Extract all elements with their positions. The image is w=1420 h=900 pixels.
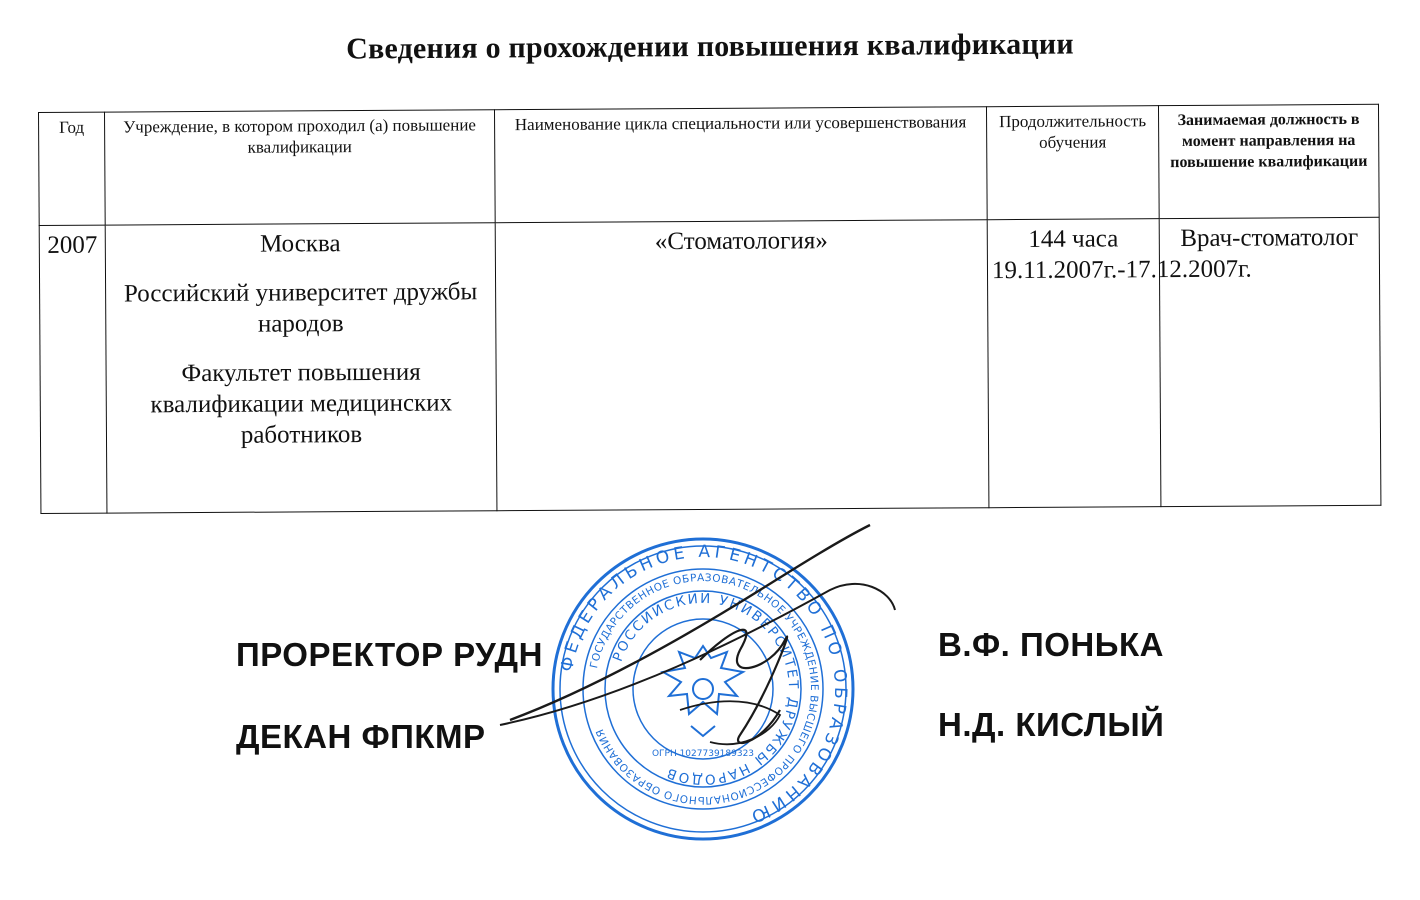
stamp-inner-text: ГОСУДАРСТВЕННОЕ ОБРАЗОВАТЕЛЬНОЕ УЧРЕЖДЕНИЕ ВЫСШЕГО ПРОФЕССИОНАЛЬНОГО ОБРАЗОВАНИЯ <box>588 571 821 807</box>
cell-position: Врач-стоматолог <box>1159 217 1381 506</box>
cell-year: 2007 <box>39 225 107 513</box>
institution-university: Российский университет дружбы народов <box>123 278 478 338</box>
header-cycle: Наименование цикла специальности или усовершенствования <box>494 107 987 223</box>
dean-title: ДЕКАН ФПКМР <box>236 718 486 755</box>
cell-cycle: «Стоматология» <box>495 220 989 511</box>
signature-stroke-3 <box>700 630 787 743</box>
qualification-table-wrapper <box>38 104 1380 514</box>
stamp-ogrn: ОГРН 1027739189323 <box>651 749 755 759</box>
institution-faculty: Факультет повышения квалификации медицинских работников <box>150 358 453 449</box>
header-position: Занимаемая должность в момент направления на повышение квалификации <box>1158 104 1379 218</box>
duration-hours: 144 часа <box>1028 225 1119 253</box>
signature-stroke-4 <box>680 701 780 744</box>
institution-city: Москва <box>259 230 341 258</box>
table-row <box>39 217 1381 513</box>
prorector-title: ПРОРЕКТОР РУДН <box>236 636 543 673</box>
table-header-row <box>39 104 1380 225</box>
cell-institution <box>105 223 497 513</box>
header-duration: Продолжительность обучения <box>986 106 1159 220</box>
signature-stroke-2 <box>500 584 895 725</box>
qualification-table <box>38 104 1381 514</box>
dean-name: Н.Д. КИСЛЫЙ <box>938 706 1165 743</box>
header-year: Год <box>39 112 106 225</box>
signature-stroke-1 <box>510 525 870 720</box>
stamp-outer-text: ФЕДЕРАЛЬНОЕ АГЕНТСТВО ПО ОБРАЗОВАНИЮ <box>557 541 851 828</box>
handwritten-signatures <box>440 520 900 780</box>
header-institution: Учреждение, в котором проходил (а) повышение квалификации <box>105 110 496 225</box>
prorector-name: В.Ф. ПОНЬКА <box>938 626 1164 663</box>
document-title: Сведения о прохождении повышения квалификации <box>346 27 1074 66</box>
stamp-center-text: РОССИЙСКИЙ УНИВЕРСИТЕТ ДРУЖБЫ НАРОДОВ <box>609 590 802 788</box>
cell-duration <box>987 219 1252 508</box>
duration-period: 19.11.2007г.-17.12.2007г. <box>991 255 1252 285</box>
